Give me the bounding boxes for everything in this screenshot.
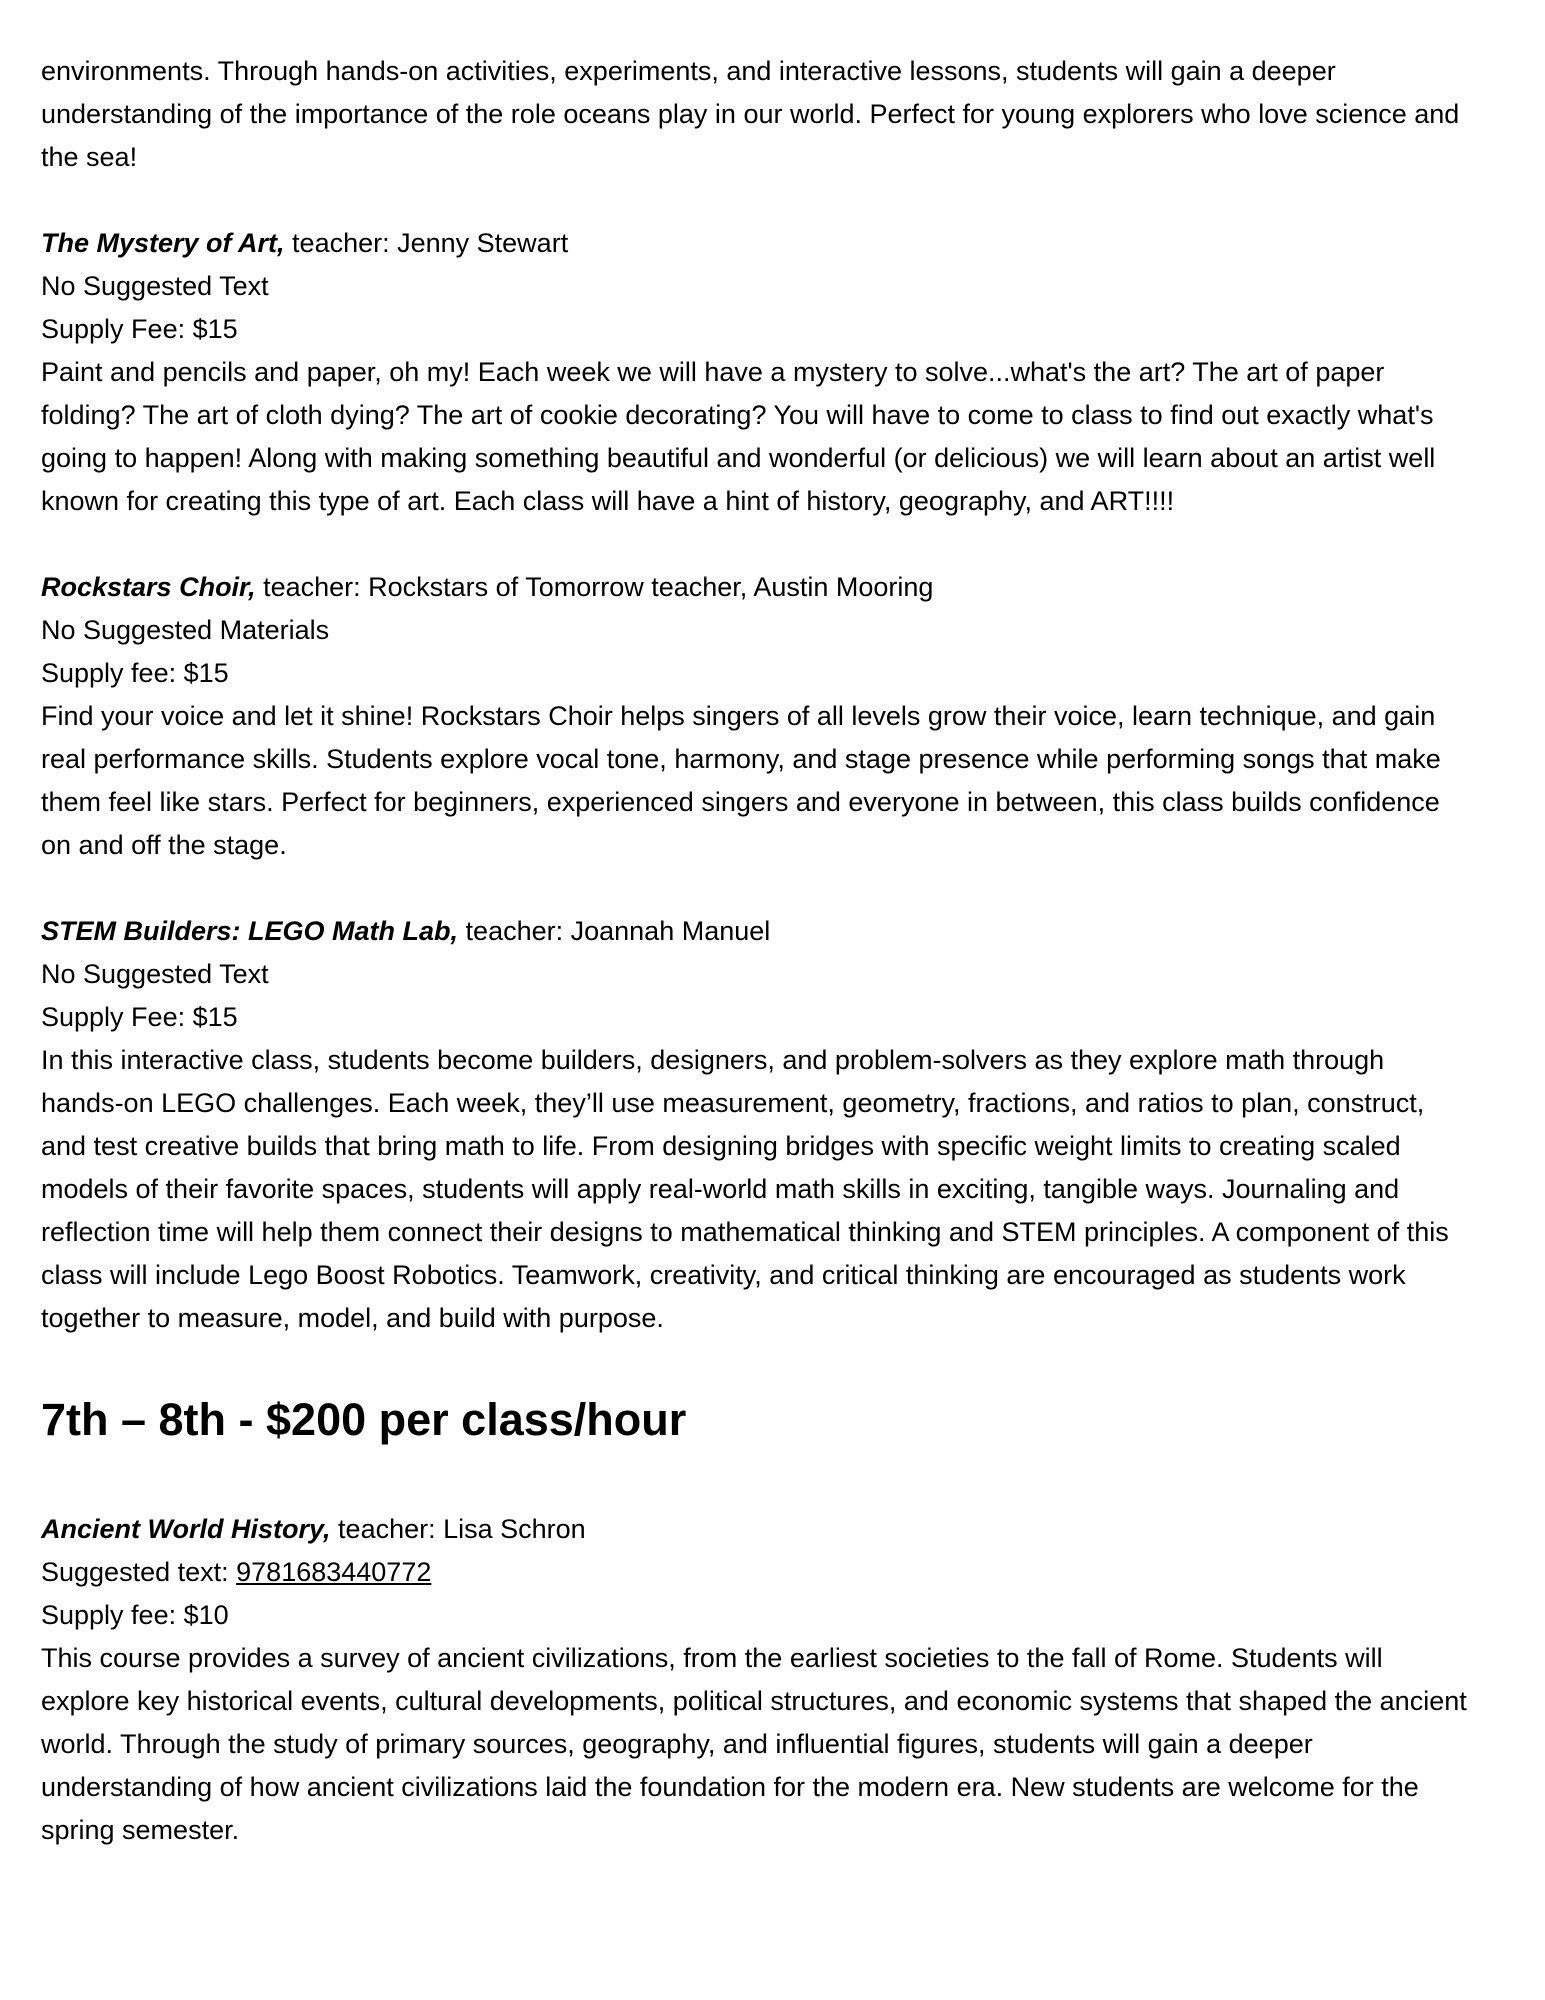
course-description: This course provides a survey of ancient civilizations, from the earliest societies to the fall of Rome. Students will explore key historical events, cultural developments, political structures, and economic systems that shaped the ancient world. Through the study of primary sources, geography, and influential figures, students will gain a deeper understanding of how ancient civilizations laid the foundation for the modern era. New students are welcome for the spring semester. xyxy=(41,1643,1467,1845)
suggested-text-line xyxy=(41,1551,1473,1594)
supply-fee-line: Supply Fee: $15 xyxy=(41,1002,238,1032)
teacher-info: teacher: Rockstars of Tomorrow teacher, Austin Mooring xyxy=(263,572,934,602)
course-description: In this interactive class, students become builders, designers, and problem-solvers as they explore math through hands-on LEGO challenges. Each week, they’ll use measurement, geometry, fractions, and ratios to plan, construct, and test creative builds that bring math to life. From designing bridges with specific weight limits to creating scaled models of their favorite spaces, students will apply real-world math skills in exciting, tangible ways. Journaling and reflection time will help them connect their designs to mathematical thinking and STEM principles. A component of this class will include Lego Boost Robotics. Teamwork, creativity, and critical thinking are encouraged as students work together to measure, model, and build with purpose. xyxy=(41,1045,1449,1333)
course-block-stem-builders xyxy=(41,910,1473,1340)
course-block-mystery-of-art xyxy=(41,222,1473,523)
course-title-line xyxy=(41,566,1473,609)
materials-line: No Suggested Materials xyxy=(41,615,330,645)
isbn-link[interactable]: 9781683440772 xyxy=(236,1557,432,1587)
course-block-ancient-world-history xyxy=(41,1508,1473,1852)
course-title: Rockstars Choir, xyxy=(41,572,256,602)
course-block-rockstars-choir xyxy=(41,566,1473,867)
course-title: The Mystery of Art, xyxy=(41,228,285,258)
teacher-info: teacher: Lisa Schron xyxy=(338,1514,586,1544)
teacher-info: teacher: Joannah Manuel xyxy=(465,916,771,946)
course-description: Find your voice and let it shine! Rockstars Choir helps singers of all levels grow their voice, learn technique, and gain real performance skills. Students explore vocal tone, harmony, and stage presence while performing songs that make them feel like stars. Perfect for beginners, experienced singers and everyone in between, this class builds confidence on and off the stage. xyxy=(41,701,1441,860)
materials-line: No Suggested Text xyxy=(41,959,269,989)
supply-fee-line: Supply fee: $15 xyxy=(41,658,229,688)
supply-fee-line: Supply Fee: $15 xyxy=(41,314,238,344)
course-title: STEM Builders: LEGO Math Lab, xyxy=(41,916,459,946)
intro-paragraph: environments. Through hands-on activities, experiments, and interactive lessons, students will gain a deeper understanding of the importance of the role oceans play in our world. Perfect for young explorers who love science and the sea! xyxy=(41,56,1460,172)
course-title-line xyxy=(41,1508,1473,1551)
grade-section-heading: 7th – 8th - $200 per class/hour xyxy=(41,1394,687,1445)
materials-line: No Suggested Text xyxy=(41,271,269,301)
suggested-text-label: Suggested text: xyxy=(41,1557,237,1587)
teacher-info: teacher: Jenny Stewart xyxy=(284,228,569,258)
course-description: Paint and pencils and paper, oh my! Each week we will have a mystery to solve...what's the art? The art of paper folding? The art of cloth dying? The art of cookie decorating? You will have to come to class to find out exactly what's going to happen! Along with making something beautiful and wonderful (or delicious) we will learn about an artist well known for creating this type of art. Each class will have a hint of history, geography, and ART!!!! xyxy=(41,357,1436,516)
course-title-line xyxy=(41,910,1473,953)
course-title: Ancient World History, xyxy=(41,1514,331,1544)
supply-fee-line: Supply fee: $10 xyxy=(41,1600,229,1630)
course-title-line xyxy=(41,222,1473,265)
